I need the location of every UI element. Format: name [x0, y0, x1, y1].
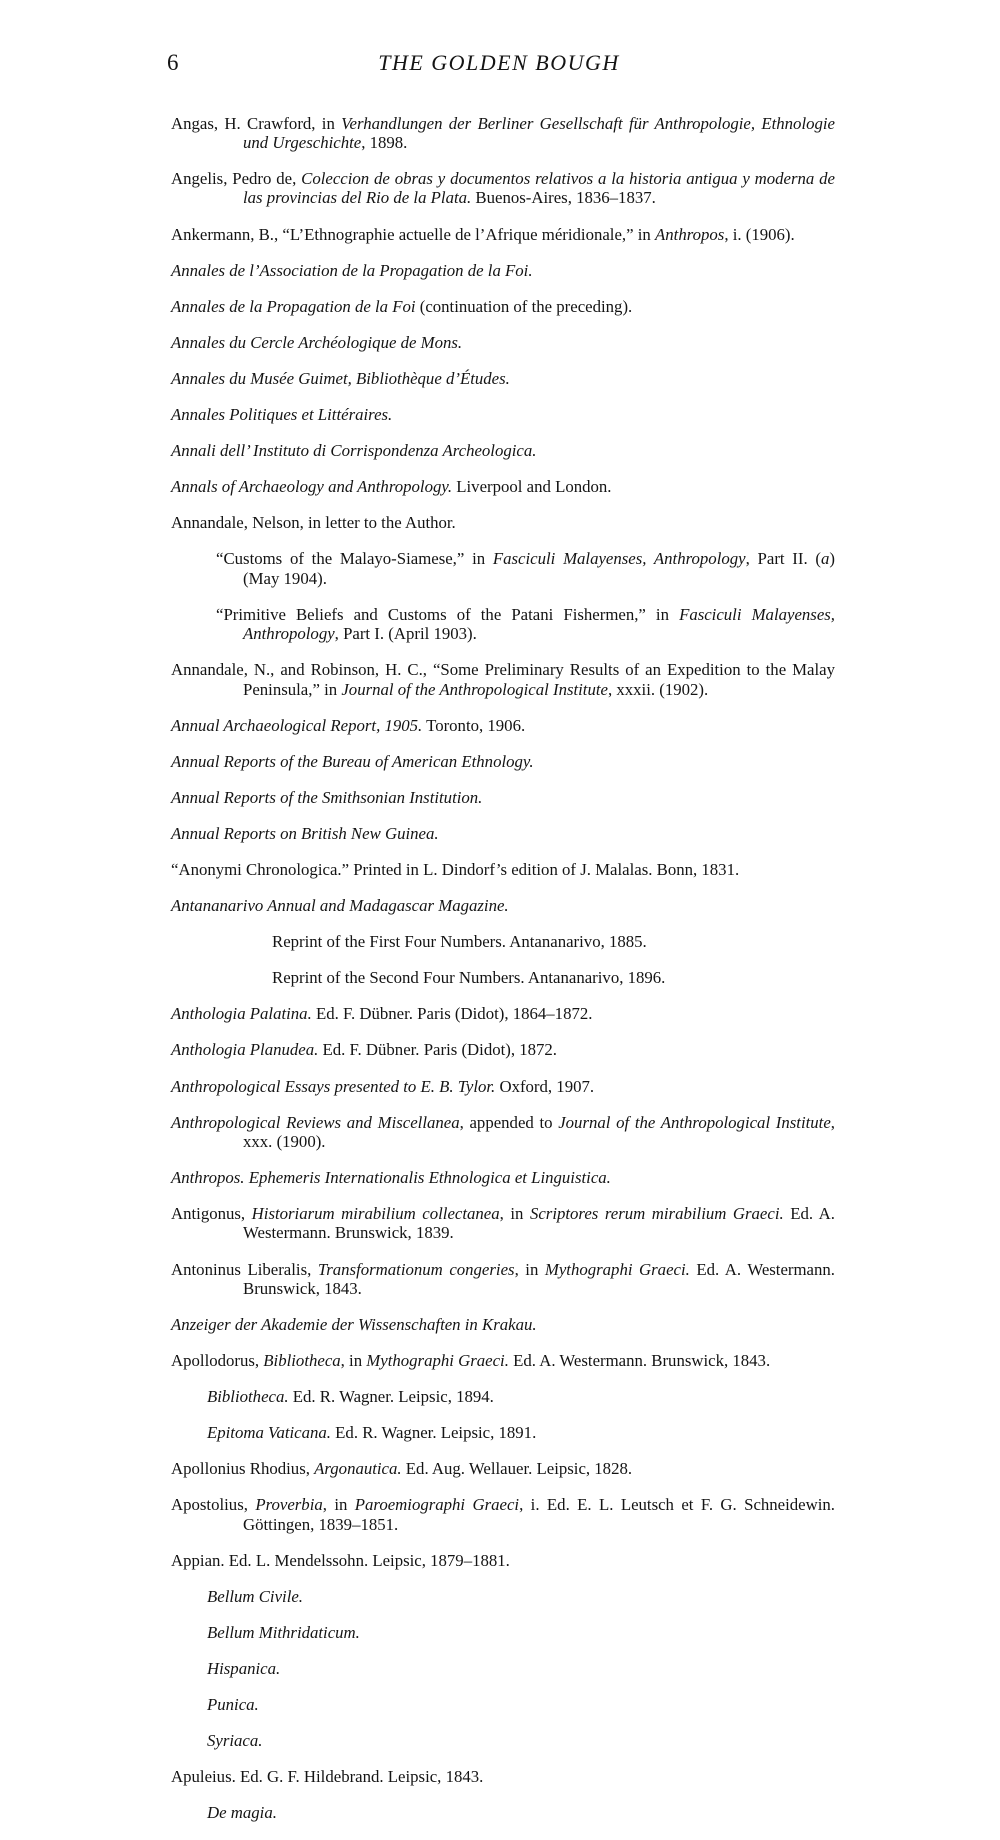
- italic-title: Bibliotheca: [263, 1350, 341, 1370]
- italic-title: Bibliotheca.: [207, 1387, 289, 1407]
- entry-text: (continuation of the preceding).: [415, 296, 633, 316]
- bib-entry: [171, 225, 835, 244]
- entry-text: Ed. R. Wagner. Leipsic, 1894.: [288, 1387, 494, 1407]
- running-title: THE GOLDEN BOUGH: [378, 50, 620, 75]
- italic-title: Transformationum congeries: [317, 1259, 515, 1279]
- italic-title: Annual Reports on British New Guinea.: [171, 823, 439, 843]
- bib-entry: [171, 1168, 835, 1187]
- bib-subentry: [171, 932, 835, 951]
- italic-title: Syriaca.: [207, 1731, 263, 1751]
- entry-text: Oxford, 1907.: [495, 1076, 595, 1096]
- bib-subentry: [171, 1659, 835, 1678]
- italic-title: De magia.: [207, 1803, 277, 1823]
- bibliography-list: [171, 97, 835, 1840]
- entry-text: Reprint of the First Four Numbers. Antananarivo, 1885.: [272, 932, 647, 952]
- italic-title: Bellum Civile.: [207, 1586, 304, 1606]
- entry-text: “Anonymi Chronologica.” Printed in L. Dindorf’s edition of J. Malalas. Bonn, 1831.: [171, 859, 740, 879]
- bib-entry: [171, 297, 835, 316]
- bib-subentry: [171, 1587, 835, 1606]
- entry-text: Ed. F. Dübner. Paris (Didot), 1872.: [318, 1040, 558, 1060]
- italic-title: Annali dell’ Instituto di Corrispondenza Archeologica.: [171, 441, 537, 461]
- entry-text: Ed. Aug. Wellauer. Leipsic, 1828.: [401, 1459, 633, 1479]
- bib-subentry: [171, 605, 835, 644]
- page-number: 6: [167, 50, 179, 75]
- entry-text: Angelis, Pedro de,: [171, 169, 302, 189]
- entry-text: Apostolius,: [171, 1495, 256, 1515]
- entry-text: , xxxii. (1902).: [607, 679, 709, 699]
- bib-entry: [171, 441, 835, 460]
- italic-title: Annual Archaeological Report, 1905.: [171, 715, 423, 735]
- bib-entry: [171, 788, 835, 807]
- bib-entry: [171, 405, 835, 424]
- bib-entry: [171, 1004, 835, 1023]
- italic-title: Proverbia: [255, 1495, 323, 1515]
- entry-text: Antigonus,: [171, 1204, 252, 1224]
- bib-entry: [171, 114, 835, 153]
- bib-subentry: [171, 549, 835, 588]
- bib-entry: [171, 1315, 835, 1334]
- italic-title: Punica.: [207, 1695, 259, 1715]
- italic-title: Argonautica.: [314, 1459, 402, 1479]
- entry-text: Appian. Ed. L. Mendelssohn. Leipsic, 1879–1881.: [171, 1550, 510, 1570]
- italic-title: a: [821, 549, 830, 569]
- entry-text: , Part II. (: [745, 549, 822, 569]
- italic-title: Annales du Musée Guimet, Bibliothèque d’Études.: [171, 368, 510, 388]
- bib-entry: [171, 1495, 835, 1534]
- bib-entry: [171, 860, 835, 879]
- entry-text: Liverpool and London.: [452, 477, 612, 497]
- entry-text: “Customs of the Malayo-Siamese,” in: [216, 549, 493, 569]
- bib-entry: [171, 660, 835, 699]
- bib-entry: [171, 1459, 835, 1478]
- italic-title: Mythographi Graeci.: [366, 1350, 509, 1370]
- entry-text: Ed. F. Dübner. Paris (Didot), 1864–1872.: [311, 1004, 593, 1024]
- italic-title: Paroemiographi Graeci: [354, 1495, 520, 1515]
- italic-title: Anthropological Reviews and Miscellanea: [171, 1112, 460, 1132]
- bib-subentry: [171, 1387, 835, 1406]
- entry-text: Reprint of the Second Four Numbers. Antananarivo, 1896.: [272, 968, 666, 988]
- entry-text: Apuleius. Ed. G. F. Hildebrand. Leipsic, 1843.: [171, 1767, 484, 1787]
- bib-subentry: [171, 1623, 835, 1642]
- bib-entry: [171, 896, 835, 915]
- bib-entry: [171, 261, 835, 280]
- italic-title: Antananarivo Annual and Madagascar Magazine.: [171, 896, 509, 916]
- italic-title: Annual Reports of the Bureau of American Ethnology.: [171, 751, 534, 771]
- entry-text: , in: [514, 1259, 545, 1279]
- italic-title: Fasciculi Malayenses, Anthropology: [243, 604, 835, 644]
- italic-title: Annals of Archaeology and Anthropology.: [171, 477, 453, 497]
- bib-entry: [171, 1260, 835, 1299]
- bib-entry: [171, 1113, 835, 1152]
- italic-title: Historiarum mirabilium collectanea: [251, 1204, 500, 1224]
- entry-text: Ed. A. Westermann. Brunswick, 1843.: [243, 1259, 835, 1298]
- entry-text: Annandale, N., and Robinson, H. C., “Some Preliminary Results of an Expedition to the Malay Peninsula,” in: [171, 660, 835, 699]
- italic-title: Verhandlungen der Berliner Gesellschaft für Anthropologie, Ethnologie und Urgeschichte: [243, 113, 835, 153]
- bib-entry: [171, 513, 835, 532]
- entry-text: , in: [340, 1350, 367, 1370]
- bib-entry: [171, 333, 835, 352]
- italic-title: Anthologia Palatina.: [171, 1004, 312, 1024]
- entry-text: Toronto, 1906.: [422, 715, 526, 735]
- entry-text: Annandale, Nelson, in letter to the Author.: [171, 513, 456, 533]
- italic-title: Annales de l’Association de la Propagation de la Foi.: [171, 260, 533, 280]
- italic-title: Hispanica.: [207, 1659, 281, 1679]
- entry-text: , appended to: [459, 1112, 559, 1132]
- entry-text: , in: [322, 1495, 355, 1515]
- italic-title: Anzeiger der Akademie der Wissenschaften in Krakau.: [171, 1314, 537, 1334]
- bib-entry: [171, 1551, 835, 1570]
- italic-title: Journal of the Anthropological Institute: [558, 1112, 831, 1132]
- italic-title: Coleccion de obras y documentos relativos a la historia antigua y moderna de las provincias del Rio de la Plata.: [243, 169, 835, 208]
- bib-entry: [171, 752, 835, 771]
- bib-entry: [171, 1077, 835, 1096]
- bib-entry: [171, 824, 835, 843]
- italic-title: Bellum Mithridaticum.: [207, 1622, 360, 1642]
- bib-subentry: [171, 1731, 835, 1750]
- bib-entry: [171, 1351, 835, 1370]
- bib-subentry: [171, 1695, 835, 1714]
- page-header: [167, 50, 831, 80]
- italic-title: Annales de la Propagation de la Foi: [171, 296, 416, 316]
- entry-text: Ed. R. Wagner. Leipsic, 1891.: [330, 1423, 537, 1443]
- entry-text: Antoninus Liberalis,: [171, 1259, 318, 1279]
- italic-title: Annales du Cercle Archéologique de Mons.: [171, 332, 463, 352]
- bib-subentry: [171, 1803, 835, 1822]
- entry-text: ) (May 1904).: [243, 549, 835, 588]
- entry-text: Angas, H. Crawford, in: [171, 113, 342, 133]
- entry-text: Ed. A. Westermann. Brunswick, 1839.: [243, 1204, 835, 1243]
- italic-title: Annales Politiques et Littéraires.: [171, 405, 393, 425]
- entry-text: , i. (1906).: [724, 224, 795, 244]
- bib-subentry: [171, 1423, 835, 1442]
- entry-text: Buenos-Aires, 1836–1837.: [471, 188, 656, 208]
- italic-title: Fasciculi Malayenses, Anthropology: [492, 549, 746, 569]
- bib-entry: [171, 477, 835, 496]
- italic-title: Scriptores rerum mirabilium Graeci.: [529, 1204, 784, 1224]
- italic-title: Anthropos: [655, 224, 725, 244]
- entry-text: , xxx. (1900).: [243, 1112, 835, 1151]
- bib-subentry: [171, 968, 835, 987]
- entry-text: , Part I. (April 1903).: [334, 624, 477, 644]
- bib-entry: [171, 169, 835, 208]
- bib-entry: [171, 1040, 835, 1059]
- italic-title: Anthropological Essays presented to E. B. Tylor.: [171, 1076, 496, 1096]
- italic-title: Epitoma Vaticana.: [207, 1423, 331, 1443]
- italic-title: Mythographi Graeci.: [544, 1259, 690, 1279]
- entry-text: Ed. A. Westermann. Brunswick, 1843.: [508, 1350, 771, 1370]
- italic-title: Annual Reports of the Smithsonian Institution.: [171, 787, 483, 807]
- italic-title: Anthropos. Ephemeris Internationalis Ethnologica et Linguistica.: [171, 1168, 611, 1188]
- italic-title: Anthologia Planudea.: [171, 1040, 319, 1060]
- italic-title: Journal of the Anthropological Institute: [341, 679, 608, 699]
- bib-entry: [171, 1204, 835, 1243]
- bib-entry: [171, 369, 835, 388]
- entry-text: “Primitive Beliefs and Customs of the Patani Fishermen,” in: [216, 604, 680, 624]
- bib-entry: [171, 1767, 835, 1786]
- entry-text: , 1898.: [361, 133, 408, 153]
- entry-text: , in: [499, 1204, 530, 1224]
- entry-text: Apollodorus,: [171, 1350, 264, 1370]
- entry-text: , i. Ed. E. L. Leutsch et F. G. Schneidewin. Göttingen, 1839–1851.: [243, 1495, 835, 1534]
- entry-text: Apollonius Rhodius,: [171, 1459, 315, 1479]
- bib-entry: [171, 716, 835, 735]
- entry-text: Ankermann, B., “L’Ethnographie actuelle de l’Afrique méridionale,” in: [171, 224, 656, 244]
